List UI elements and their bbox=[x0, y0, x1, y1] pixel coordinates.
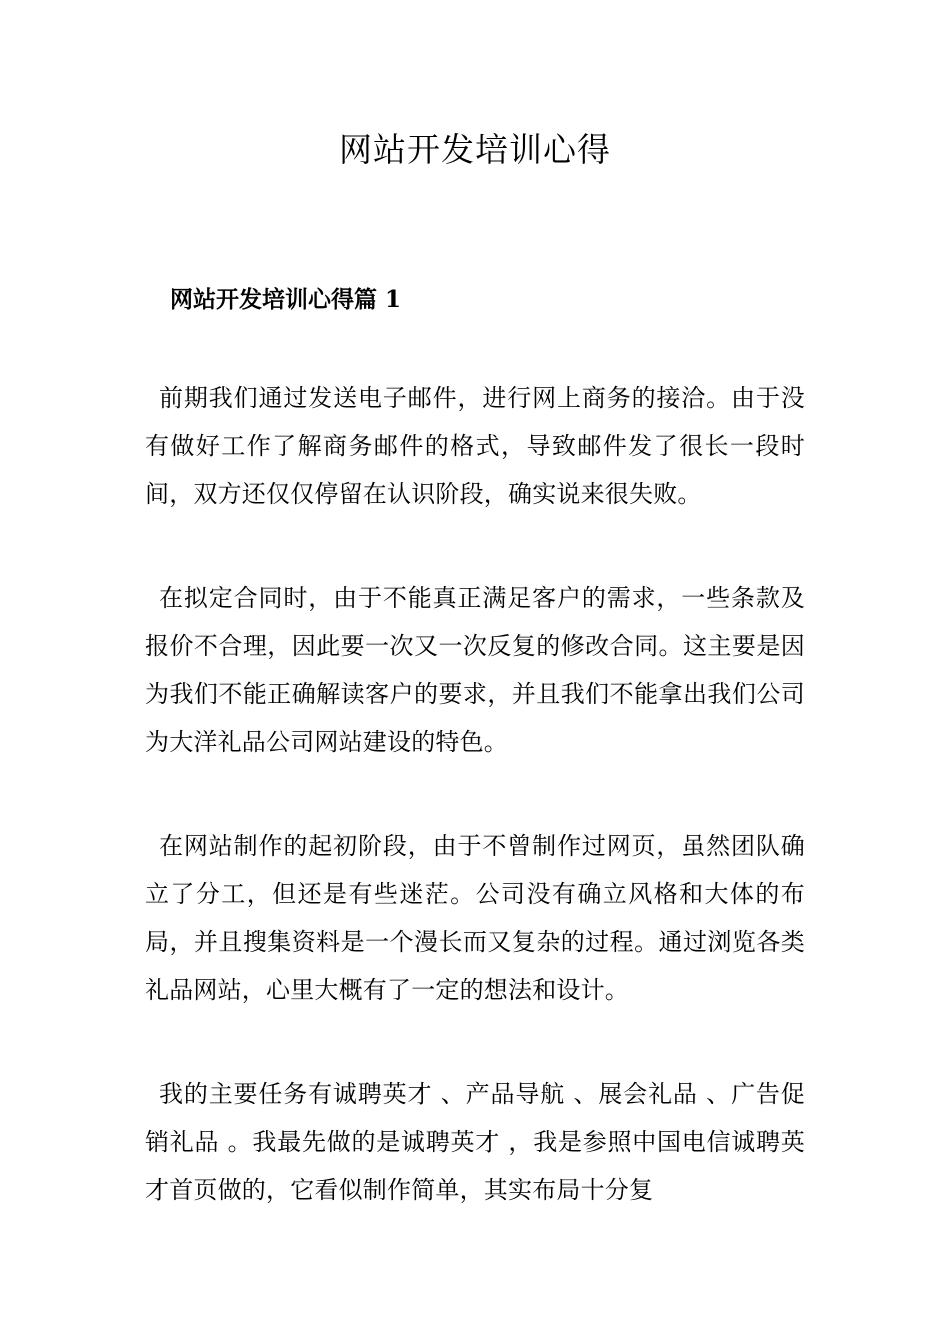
section-heading: 网站开发培训心得篇 1 bbox=[170, 286, 402, 313]
paragraph: 在拟定合同时，由于不能真正满足客户的需求，一些条款及报价不合理，因此要一次又一次反复的修改合同。这主要是因为我们不能正确解读客户的要求，并且我们不能拿出我们公司为大洋礼品公司网站建设的特色。 bbox=[145, 584, 805, 756]
paragraph: 在网站制作的起初阶段，由于不曾制作过网页，虽然团队确立了分工，但还是有些迷茫。公司没有确立风格和大体的布局，并且搜集资料是一个漫长而又复杂的过程。通过浏览各类礼品网站，心里大概有了一定的想法和设计。 bbox=[145, 832, 805, 1004]
document-title: 网站开发培训心得 bbox=[339, 130, 611, 169]
paragraph: 前期我们通过发送电子邮件，进行网上商务的接洽。由于没有做好工作了解商务邮件的格式，导致邮件发了很长一段时间，双方还仅仅停留在认识阶段，确实说来很失败。 bbox=[145, 384, 805, 508]
paragraph: 我的主要任务有诚聘英才 、产品导航 、展会礼品 、广告促销礼品 。我最先做的是诚聘英才 ，我是参照中国电信诚聘英才首页做的，它看似制作简单，其实布局十分复 bbox=[145, 1080, 805, 1204]
